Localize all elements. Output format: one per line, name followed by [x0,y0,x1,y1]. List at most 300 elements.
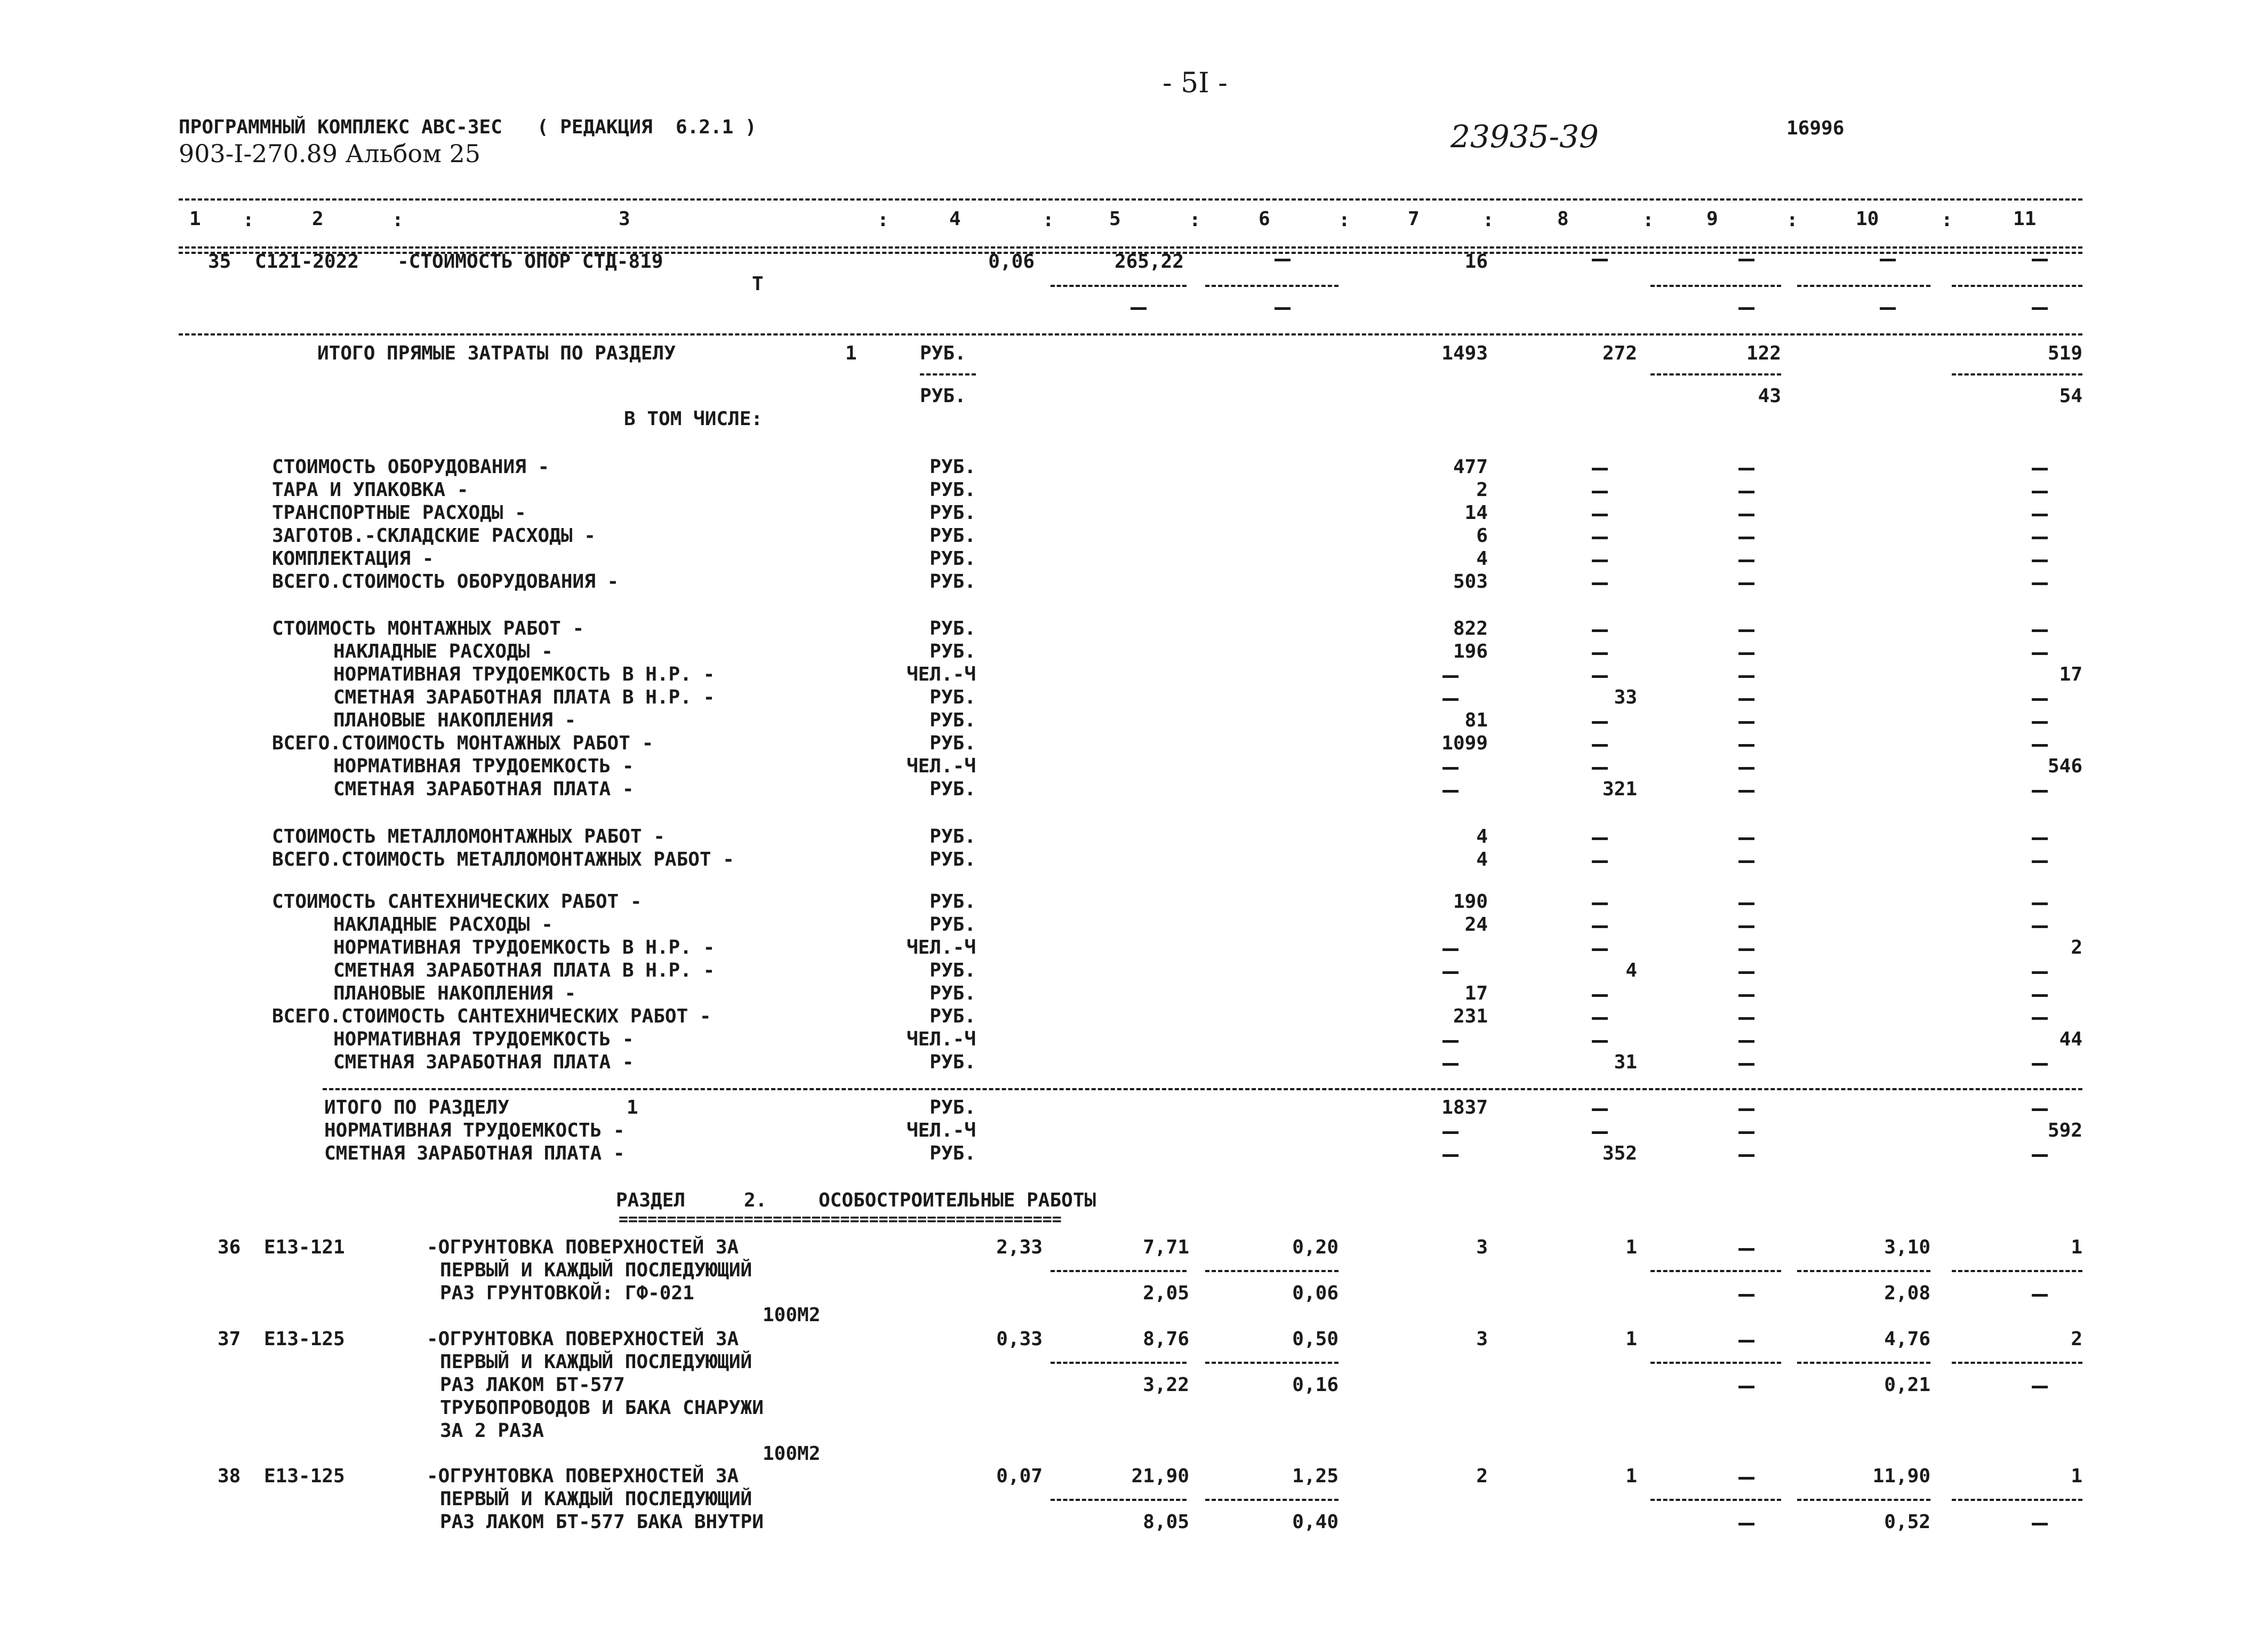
item36-c5b: 2,05 [1143,1282,1189,1304]
empty-value-dash [1738,698,1754,701]
summary-row-label: ВСЕГО.СТОИМОСТЬ МОНТАЖНЫХ РАБОТ - [272,732,654,754]
section2-label: РАЗДЕЛ [616,1189,686,1211]
empty-value-dash [2032,1523,2048,1525]
item36-rule [1952,1270,2082,1272]
summary-row-label: ТАРА И УПАКОВКА - [272,479,469,501]
item37-c11: 2 [2071,1328,2082,1350]
empty-value-dash [2032,1294,2048,1297]
empty-value-dash [2032,468,2048,470]
empty-value-dash [2032,837,2048,840]
summary-row-label: ПЛАНОВЫЕ НАКОПЛЕНИЯ - [333,982,576,1004]
summary-row-label: СТОИМОСТЬ ОБОРУДОВАНИЯ - [272,456,550,478]
totals-direct-rule [1952,373,2082,375]
empty-value-dash [1738,491,1754,493]
column-separator: : [243,209,254,231]
item36-c10b: 2,08 [1884,1282,1930,1304]
empty-value-dash [2032,560,2048,562]
summary-row-label: ВСЕГО.СТОИМОСТЬ ОБОРУДОВАНИЯ - [272,571,619,593]
summary-row-unit: РУБ. [929,1097,976,1118]
summary-row-label: НОРМАТИВНАЯ ТРУДОЕМКОСТЬ В Н.Р. - [333,937,715,958]
totals-direct-unit-2: РУБ. [920,385,966,407]
item35-name: -СТОИМОСТЬ ОПОР СТД-819 [397,251,663,273]
empty-value-dash [2032,971,2048,974]
item38-description: ПЕРВЫЙ И КАЖДЫЙ ПОСЛЕДУЮЩИЙ [440,1488,752,1510]
summary-row-label: СМЕТНАЯ ЗАРАБОТНАЯ ПЛАТА - [333,778,634,800]
item36-rule [1051,1270,1187,1272]
summary-row-label: СМЕТНАЯ ЗАРАБОТНАЯ ПЛАТА - [324,1142,625,1164]
summary-row-c7: 4 [1476,548,1488,570]
totals-direct-col9b: 43 [1758,385,1781,407]
summary-row-label: НАКЛАДНЫЕ РАСХОДЫ - [333,914,553,936]
column-separator: : [877,209,889,231]
empty-value-dash [2032,721,2048,724]
empty-value-dash [1442,1063,1458,1066]
summary-row-c7: 4 [1476,826,1488,848]
empty-value-dash [1738,837,1754,840]
column-separator: : [1043,209,1054,231]
summary-row-c7: 1837 [1441,1097,1488,1118]
item35-rule [1952,285,2082,287]
column-separator: : [1941,209,1953,231]
summary-row-c7: 190 [1453,891,1488,913]
including-label: В ТОМ ЧИСЛЕ: [624,408,763,430]
empty-value-dash [1592,860,1608,863]
column-header-10: 10 [1856,208,1879,230]
empty-value-dash [1738,925,1754,928]
header-rule-bottom [179,246,2082,249]
empty-value-dash [1592,629,1608,632]
empty-value-dash [2032,994,2048,997]
item37-rule [1952,1362,2082,1364]
column-separator: : [392,209,404,231]
totals-direct-col11b: 54 [2059,385,2082,407]
item38-rule [1650,1499,1781,1501]
item37-rule [1205,1362,1339,1364]
empty-value-dash [1592,767,1608,770]
totals-direct-label: ИТОГО ПРЯМЫЕ ЗАТРАТЫ ПО РАЗДЕЛУ [317,342,676,364]
section-total-label: ИТОГО ПО РАЗДЕЛУ [324,1097,509,1118]
summary-row-label: ТРАНСПОРТНЫЕ РАСХОДЫ - [272,502,526,524]
item36-code: Е13-121 [264,1236,345,1258]
empty-value-dash [1592,652,1608,655]
item35-rule [1051,285,1187,287]
summary-row-c7: 1099 [1441,732,1488,754]
empty-value-dash [2032,652,2048,655]
item36-c6b: 0,06 [1292,1282,1339,1304]
item36-c6: 0,20 [1292,1236,1339,1258]
summary-row-c8: 4 [1625,960,1637,981]
summary-row-unit: РУБ. [929,1051,976,1073]
empty-value-dash [1738,1154,1754,1157]
empty-value-dash [1880,259,1896,261]
empty-value-dash [1738,514,1754,516]
empty-value-dash [2032,925,2048,928]
summary-row-unit: РУБ. [929,1142,976,1164]
empty-value-dash [1592,468,1608,470]
summary-row-unit: РУБ. [929,914,976,936]
empty-value-dash [1592,514,1608,516]
item37-c7: 3 [1476,1328,1488,1350]
summary-row-unit: РУБ. [929,709,976,731]
empty-value-dash [1592,1017,1608,1020]
summary-row-c11: 17 [2059,664,2082,685]
project-line: 903-I-270.89 Альбом 25 [179,139,481,168]
empty-value-dash [1738,468,1754,470]
empty-value-dash [1592,560,1608,562]
summary-row-unit: РУБ. [929,525,976,547]
empty-value-dash [1738,1131,1754,1134]
totals-direct-section: 1 [845,342,857,364]
empty-value-dash [2032,537,2048,539]
summary-row-c7: 14 [1464,502,1488,524]
summary-row-c11: 44 [2059,1028,2082,1050]
column-header-3: 3 [619,208,630,230]
item38-code: Е13-125 [264,1465,345,1487]
item38-description: РАЗ ЛАКОМ БТ-577 БАКА ВНУТРИ [440,1511,764,1533]
empty-value-dash [1738,629,1754,632]
item37-description: ПЕРВЫЙ И КАЖДЫЙ ПОСЛЕДУЮЩИЙ [440,1351,752,1373]
item36-c4: 2,33 [996,1236,1043,1258]
page-number: - 5I - [1163,67,1228,99]
item38-c6: 1,25 [1292,1465,1339,1487]
summary-row-unit: ЧЕЛ.-Ч [906,937,976,958]
empty-value-dash [1442,790,1458,793]
summary-row-unit: РУБ. [929,686,976,708]
column-header-8: 8 [1557,208,1569,230]
summary-row-unit: РУБ. [929,618,976,640]
item36-description: РАЗ ГРУНТОВКОЙ: ГФ-021 [440,1282,694,1304]
empty-value-dash [2032,491,2048,493]
item38-c10: 11,90 [1872,1465,1930,1487]
column-separator: : [1482,209,1494,231]
item36-rule [1650,1270,1781,1272]
empty-value-dash [1738,1477,1754,1480]
sheet-code: 16996 [1786,117,1845,139]
empty-value-dash [1592,1131,1608,1134]
empty-value-dash [1592,1108,1608,1111]
summary-row-label: НАКЛАДНЫЕ РАСХОДЫ - [333,641,553,662]
empty-value-dash [1738,860,1754,863]
item37-rule [1797,1362,1930,1364]
summary-row-c7: 4 [1476,849,1488,870]
empty-value-dash [2032,259,2048,261]
item38-c10b: 0,52 [1884,1511,1930,1533]
empty-value-dash [1738,721,1754,724]
empty-value-dash [1592,1040,1608,1043]
item35-rule [1650,285,1781,287]
empty-value-dash [1738,675,1754,678]
column-header-5: 5 [1109,208,1121,230]
item38-c5b: 8,05 [1143,1511,1189,1533]
summary-row-c7: 81 [1464,709,1488,731]
section-total-number: 1 [627,1097,638,1118]
summary-row-label: КОМПЛЕКТАЦИЯ - [272,548,434,570]
item35-rule [1205,285,1339,287]
totals-direct-col8: 272 [1602,342,1637,364]
column-separator: : [1786,209,1798,231]
totals-direct-col11: 519 [2047,342,2082,364]
item37-description: РАЗ ЛАКОМ БТ-577 [440,1374,625,1396]
item38-rule [1205,1499,1339,1501]
empty-value-dash [1738,1294,1754,1297]
empty-value-dash [1738,1523,1754,1525]
summary-row-unit: РУБ. [929,548,976,570]
summary-row-unit: РУБ. [929,571,976,593]
empty-value-dash [1738,948,1754,951]
summary-row-c7: 822 [1453,618,1488,640]
column-separator: : [1642,209,1654,231]
column-separator: : [1189,209,1201,231]
summary-row-unit: РУБ. [929,849,976,870]
summary-row-label: ЗАГОТОВ.-СКЛАДСКИЕ РАСХОДЫ - [272,525,596,547]
empty-value-dash [1592,491,1608,493]
empty-value-dash [1442,1131,1458,1134]
empty-value-dash [1738,1063,1754,1066]
section-total-rule [323,1088,2082,1090]
empty-value-dash [1442,698,1458,701]
empty-value-dash [1738,1017,1754,1020]
summary-row-label: СМЕТНАЯ ЗАРАБОТНАЯ ПЛАТА - [333,1051,634,1073]
empty-value-dash [1738,1386,1754,1388]
summary-row-c11: 592 [2047,1120,2082,1141]
summary-row-c11: 2 [2071,937,2082,958]
item35-rule [1797,285,1930,287]
empty-value-dash [2032,790,2048,793]
empty-value-dash [1738,537,1754,539]
totals-direct-unit: РУБ. [920,342,966,364]
item37-c4: 0,33 [996,1328,1043,1350]
summary-row-unit: РУБ. [929,732,976,754]
column-header-11: 11 [2013,208,2037,230]
item37-unit: 100М2 [763,1443,821,1465]
empty-value-dash [1738,790,1754,793]
empty-value-dash [2032,1063,2048,1066]
summary-row-c7: 196 [1453,641,1488,662]
item35-num: 35 [208,251,231,273]
item36-description: ПЕРВЫЙ И КАЖДЫЙ ПОСЛЕДУЮЩИЙ [440,1259,752,1281]
empty-value-dash [1738,560,1754,562]
empty-value-dash [1592,925,1608,928]
empty-value-dash [2032,1386,2048,1388]
summary-row-unit: ЧЕЛ.-Ч [906,1028,976,1050]
totals-direct-rule [1650,373,1781,375]
empty-value-dash [1738,767,1754,770]
summary-row-unit: РУБ. [929,641,976,662]
section2-number: 2. [744,1189,767,1211]
empty-value-dash [2032,629,2048,632]
summary-row-label: СТОИМОСТЬ МОНТАЖНЫХ РАБОТ - [272,618,584,640]
column-header-9: 9 [1706,208,1718,230]
item38-description: -ОГРУНТОВКА ПОВЕРХНОСТЕЙ ЗА [427,1465,739,1487]
column-header-2: 2 [312,208,324,230]
item36-description: -ОГРУНТОВКА ПОВЕРХНОСТЕЙ ЗА [427,1236,739,1258]
item37-description: ЗА 2 РАЗА [440,1420,544,1442]
summary-row-label: НОРМАТИВНАЯ ТРУДОЕМКОСТЬ - [324,1120,625,1141]
section2-title: ОСОБОСТРОИТЕЛЬНЫЕ РАБОТЫ [819,1189,1096,1211]
item36-num: 36 [218,1236,241,1258]
summary-row-c7: 24 [1464,914,1488,936]
summary-row-c7: 477 [1453,456,1488,478]
empty-value-dash [1738,902,1754,905]
summary-row-label: НОРМАТИВНАЯ ТРУДОЕМКОСТЬ - [333,755,634,777]
summary-row-label: ВСЕГО.СТОИМОСТЬ САНТЕХНИЧЕСКИХ РАБОТ - [272,1005,711,1027]
summary-row-c11: 546 [2047,755,2082,777]
item37-rule [1051,1362,1187,1364]
summary-row-unit: РУБ. [929,982,976,1004]
item38-rule [1797,1499,1930,1501]
summary-row-c7: 6 [1476,525,1488,547]
summary-row-unit: РУБ. [929,891,976,913]
empty-value-dash [1738,994,1754,997]
summary-row-unit: ЧЕЛ.-Ч [906,755,976,777]
empty-value-dash [1592,837,1608,840]
item36-c7: 3 [1476,1236,1488,1258]
summary-row-label: НОРМАТИВНАЯ ТРУДОЕМКОСТЬ В Н.Р. - [333,664,715,685]
empty-value-dash [2032,514,2048,516]
summary-row-c8: 31 [1614,1051,1637,1073]
item37-num: 37 [218,1328,241,1350]
empty-value-dash [1738,582,1754,585]
empty-value-dash [1880,307,1896,310]
item35-code: С121-2022 [255,251,359,273]
summary-row-unit: РУБ. [929,826,976,848]
item36-c10: 3,10 [1884,1236,1930,1258]
empty-value-dash [1275,307,1291,310]
summary-row-c7: 503 [1453,571,1488,593]
empty-value-dash [1738,744,1754,747]
item35-col5: 265,22 [1114,251,1184,273]
empty-value-dash [1738,1108,1754,1111]
summary-row-c7: 2 [1476,479,1488,501]
empty-value-dash [1592,721,1608,724]
summary-row-label: СТОИМОСТЬ САНТЕХНИЧЕСКИХ РАБОТ - [272,891,642,913]
item36-rule [1205,1270,1339,1272]
summary-row-c7: 17 [1464,982,1488,1004]
item37-description: -ОГРУНТОВКА ПОВЕРХНОСТЕЙ ЗА [427,1328,739,1350]
summary-row-unit: РУБ. [929,1005,976,1027]
empty-value-dash [2032,860,2048,863]
item36-c8: 1 [1625,1236,1637,1258]
summary-row-unit: РУБ. [929,479,976,501]
column-header-7: 7 [1408,208,1420,230]
summary-row-label: ПЛАНОВЫЕ НАКОПЛЕНИЯ - [333,709,576,731]
summary-row-unit: РУБ. [929,502,976,524]
summary-row-unit: РУБ. [929,456,976,478]
empty-value-dash [1738,652,1754,655]
program-line: ПРОГРАММНЫЙ КОМПЛЕКС АВС-ЗЕС ( РЕДАКЦИЯ 6.2.1 ) [179,116,757,138]
empty-value-dash [1592,902,1608,905]
empty-value-dash [1131,307,1147,310]
item38-num: 38 [218,1465,241,1487]
item38-rule [1952,1499,2082,1501]
item37-c10b: 0,21 [1884,1374,1930,1396]
empty-value-dash [1592,537,1608,539]
item38-rule [1051,1499,1187,1501]
summary-row-c8: 352 [1602,1142,1637,1164]
empty-value-dash [1592,744,1608,747]
empty-value-dash [1592,675,1608,678]
item36-c5: 7,71 [1143,1236,1189,1258]
summary-row-label: ВСЕГО.СТОИМОСТЬ МЕТАЛЛОМОНТАЖНЫХ РАБОТ - [272,849,734,870]
summary-row-label: СТОИМОСТЬ МЕТАЛЛОМОНТАЖНЫХ РАБОТ - [272,826,665,848]
empty-value-dash [1442,767,1458,770]
empty-value-dash [2032,1017,2048,1020]
section2-underline: ============================================== [619,1210,1062,1229]
item37-code: Е13-125 [264,1328,345,1350]
summary-row-label: СМЕТНАЯ ЗАРАБОТНАЯ ПЛАТА В Н.Р. - [333,686,715,708]
empty-value-dash [2032,902,2048,905]
totals-direct-col7: 1493 [1441,342,1488,364]
item37-rule [1650,1362,1781,1364]
summary-row-unit: ЧЕЛ.-Ч [906,1120,976,1141]
empty-value-dash [1592,259,1608,261]
totals-direct-rule [920,373,976,375]
header-rule-top [179,198,2082,201]
empty-value-dash [1592,582,1608,585]
document-number: 23935-39 [1450,118,1599,155]
item38-c8: 1 [1625,1465,1637,1487]
empty-value-dash [2032,307,2048,310]
summary-row-c8: 33 [1614,686,1637,708]
item36-c11: 1 [2071,1236,2082,1258]
item38-c6b: 0,40 [1292,1511,1339,1533]
empty-value-dash [1738,259,1754,261]
item37-c6: 0,50 [1292,1328,1339,1350]
item38-c5: 21,90 [1131,1465,1189,1487]
item35-col7: 16 [1464,251,1488,273]
empty-value-dash [1275,259,1291,261]
empty-value-dash [1738,1040,1754,1043]
item35-col4: 0,06 [988,251,1035,273]
totals-direct-col9: 122 [1746,342,1781,364]
column-header-6: 6 [1259,208,1270,230]
item38-c4: 0,07 [996,1465,1043,1487]
empty-value-dash [1442,971,1458,974]
column-separator: : [1339,209,1350,231]
item38-c7: 2 [1476,1465,1488,1487]
empty-value-dash [1442,1154,1458,1157]
item38-c11: 1 [2071,1465,2082,1487]
column-header-1: 1 [189,208,201,230]
empty-value-dash [2032,1154,2048,1157]
item37-c5: 8,76 [1143,1328,1189,1350]
empty-value-dash [1442,675,1458,678]
item37-c6b: 0,16 [1292,1374,1339,1396]
item37-c10: 4,76 [1884,1328,1930,1350]
column-header-4: 4 [949,208,961,230]
empty-value-dash [1442,1040,1458,1043]
summary-row-unit: РУБ. [929,778,976,800]
section-rule [179,333,2082,335]
empty-value-dash [1442,948,1458,951]
summary-row-c8: 321 [1602,778,1637,800]
item36-rule [1797,1270,1930,1272]
empty-value-dash [1592,994,1608,997]
empty-value-dash [2032,1108,2048,1111]
empty-value-dash [1738,307,1754,310]
empty-value-dash [2032,744,2048,747]
summary-row-label: НОРМАТИВНАЯ ТРУДОЕМКОСТЬ - [333,1028,634,1050]
summary-row-label: СМЕТНАЯ ЗАРАБОТНАЯ ПЛАТА В Н.Р. - [333,960,715,981]
empty-value-dash [2032,698,2048,701]
summary-row-unit: ЧЕЛ.-Ч [906,664,976,685]
empty-value-dash [1592,948,1608,951]
item37-description: ТРУБОПРОВОДОВ И БАКА СНАРУЖИ [440,1397,764,1419]
item37-c8: 1 [1625,1328,1637,1350]
item37-c5b: 3,22 [1143,1374,1189,1396]
summary-row-unit: РУБ. [929,960,976,981]
empty-value-dash [1738,971,1754,974]
